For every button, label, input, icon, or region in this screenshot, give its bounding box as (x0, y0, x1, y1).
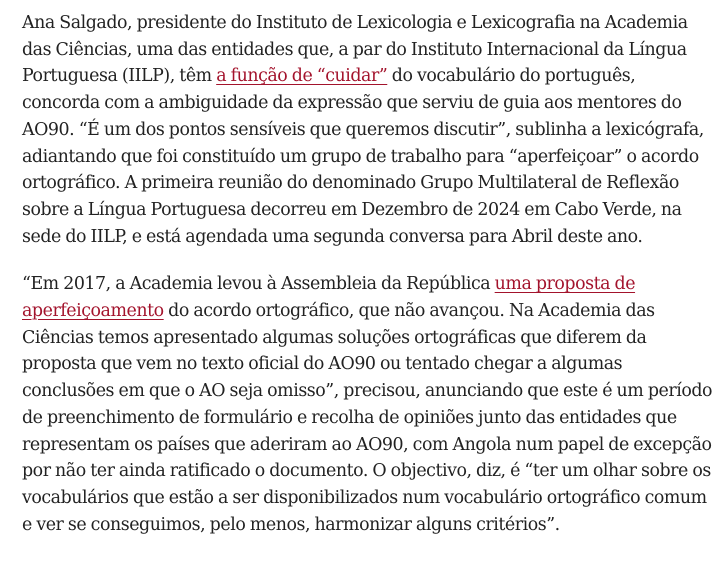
link-funcao-de-cuidar[interactable]: a função de “cuidar” (216, 66, 388, 87)
article-paragraph-1 (22, 10, 717, 250)
article-body (22, 10, 717, 559)
paragraph-2-text-end: do acordo ortográfico, que não avançou. Na Academia das Ciências temos apresentado algumas soluções ortográficas que diferem da proposta que vem no texto oficial do AO90 ou tentado chegar a algumas conclusões em que o AO seja omisso”, precisou, anunciando que este é um período de preenchimento de formulário e recolha de opiniões junto das entidades que representam os países que aderiram ao AO90, com Angola num papel de excepção por não ter ainda ratificado o documento. O objectivo, diz, é “ter um olhar sobre os vocabulários que estão a ser disponibilizados num vocabulário ortográfico comum e ver se conseguimos, pelo menos, harmonizar alguns critérios”. (22, 301, 713, 535)
link-proposta-de-aperfeicoamento[interactable]: uma proposta de aperfeiçoamento (22, 274, 636, 322)
paragraph-2-text-start: “Em 2017, a Academia levou à Assembleia da República (22, 274, 495, 295)
paragraph-1-text-start: Ana Salgado, presidente do Instituto de Lexicologia e Lexicografia na Academia das Ciências, uma das entidades que, a par do Instituto Internacional da Língua Portuguesa (IILP), têm (22, 13, 688, 87)
paragraph-1-text-end: do vocabulário do português, concorda com a ambiguidade da expressão que serviu de guia aos mentores do AO90. “É um dos pontos sensíveis que queremos discutir”, sublinha a lexicógrafa, adiantando que foi constituído um grupo de trabalho para “aperfeiçoar” o acordo ortográfico. A primeira reunião do denominado Grupo Multilateral de Reflexão sobre a Língua Portuguesa decorreu em Dezembro de 2024 em Cabo Verde, na sede do IILP, e está agendada uma segunda conversa para Abril deste ano. (22, 66, 704, 247)
article-paragraph-2 (22, 271, 717, 538)
